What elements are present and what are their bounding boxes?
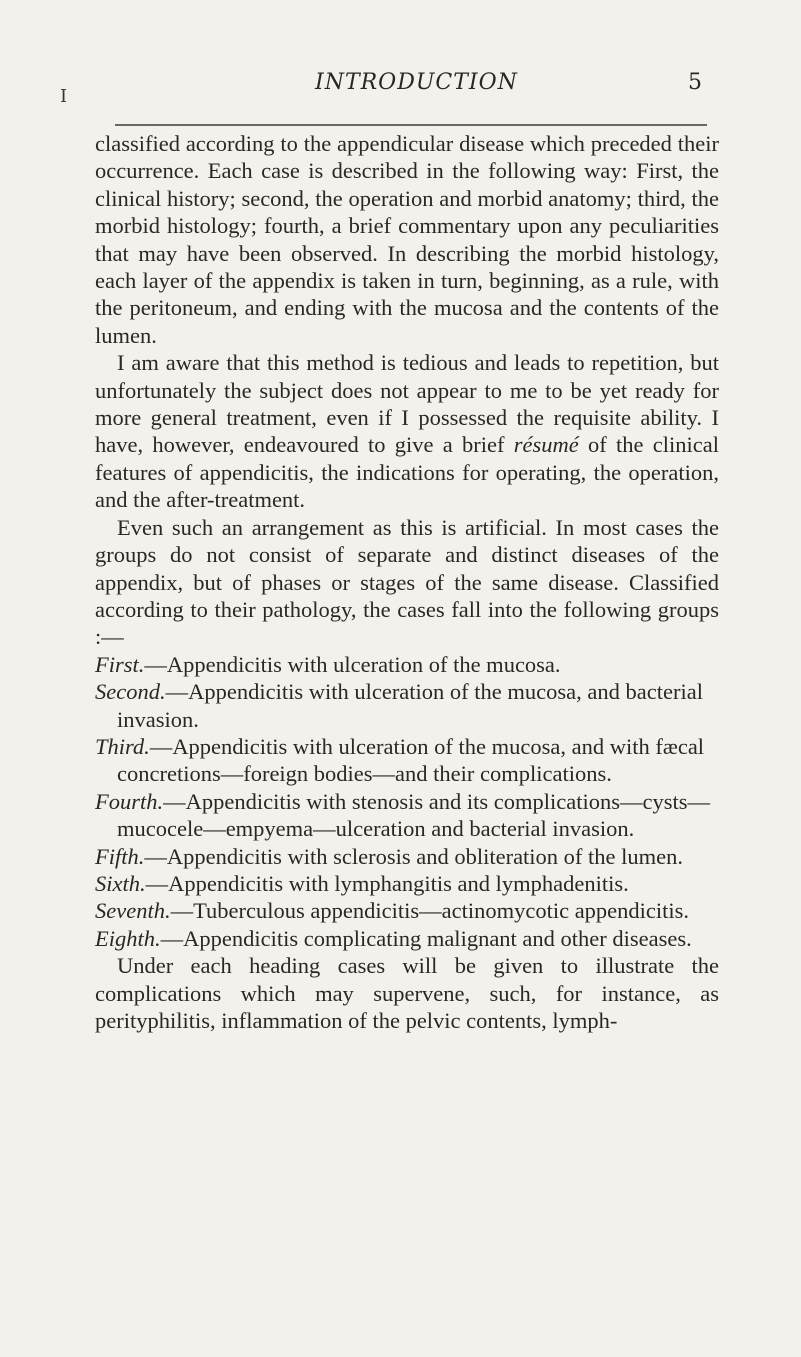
paragraph-1: classified according to the appendicular disease which preceded their occurrence. Each case is described in the following way: First, the clinical history; second, the operation and morbid anatomy; third, the morbid histology; fourth, a brief commentary upon any peculiarities that may have been observed. In describing the morbid histology, each layer of the appendix is taken in turn, beginning, as a rule, with the peritoneum, and ending with the mucosa and the contents of the lumen.	[95, 131, 719, 348]
paragraph-2-italic: résumé	[513, 432, 579, 458]
page-header	[60, 62, 720, 107]
group-label: Seventh.	[95, 898, 171, 924]
group-item	[95, 788, 719, 843]
group-item	[95, 870, 719, 897]
page-number: 5	[688, 70, 702, 95]
paragraph-final: Under each heading cases will be given to illustrate the complications which may supervene, such, for instance, as perityphilitis, inflammation of the pelvic contents, lymph-	[95, 953, 719, 1033]
group-text: —Appendicitis with ulceration of the mucosa.	[144, 651, 561, 677]
paragraph-2-text-b: of the clinical features of appendicitis, the indications for operating, the operation, and the after-treatment.	[95, 432, 719, 513]
body-text	[95, 130, 719, 1034]
group-label: Fifth.	[95, 843, 145, 869]
group-text: —Tuberculous appendicitis—actinomycotic appendicitis.	[170, 898, 690, 924]
group-text: —Appendicitis complicating malignant and other diseases.	[160, 925, 692, 951]
group-text: —Appendicitis with ulceration of the mucosa, and with fæcal concretions—foreign bodies—and their complications.	[117, 733, 705, 787]
group-label: Sixth.	[95, 870, 146, 896]
group-text: —Appendicitis with stenosis and its complications—cysts—mucocele—empyema—ulceration and bacterial invasion.	[117, 788, 710, 842]
group-item	[95, 925, 719, 952]
group-label: Second.	[95, 679, 166, 705]
group-text: —Appendicitis with ulceration of the mucosa, and bacterial invasion.	[117, 679, 703, 732]
group-item	[95, 733, 719, 788]
group-item	[95, 651, 719, 678]
group-item	[95, 843, 719, 870]
group-item	[95, 678, 719, 733]
group-text: —Appendicitis with lymphangitis and lymphadenitis.	[145, 870, 629, 896]
paragraph-2-text-a: I am aware that this method is tedious and leads to repetition, but unfortunately the subject does not appear to me to be yet ready for more general treatment, even if I possessed the requisite ability. I have, however, endeavoured to give a brief	[95, 350, 719, 458]
paragraph-3: Even such an arrangement as this is artificial. In most cases the groups do not consist of separate and distinct diseases of the appendix, but of phases or stages of the same disease. Classified according to their pathology, the cases fall into the following groups :—	[95, 514, 719, 650]
group-label: Fourth.	[95, 788, 164, 814]
running-title: INTRODUCTION	[315, 70, 518, 95]
chapter-mark: I	[60, 86, 68, 107]
group-label: First.	[95, 651, 145, 677]
group-label: Third.	[95, 733, 150, 759]
group-label: Eighth.	[95, 925, 161, 951]
header-rule	[115, 124, 707, 126]
paragraph-2	[95, 349, 719, 513]
group-text: —Appendicitis with sclerosis and obliteration of the lumen.	[144, 843, 684, 869]
group-item	[95, 897, 719, 924]
